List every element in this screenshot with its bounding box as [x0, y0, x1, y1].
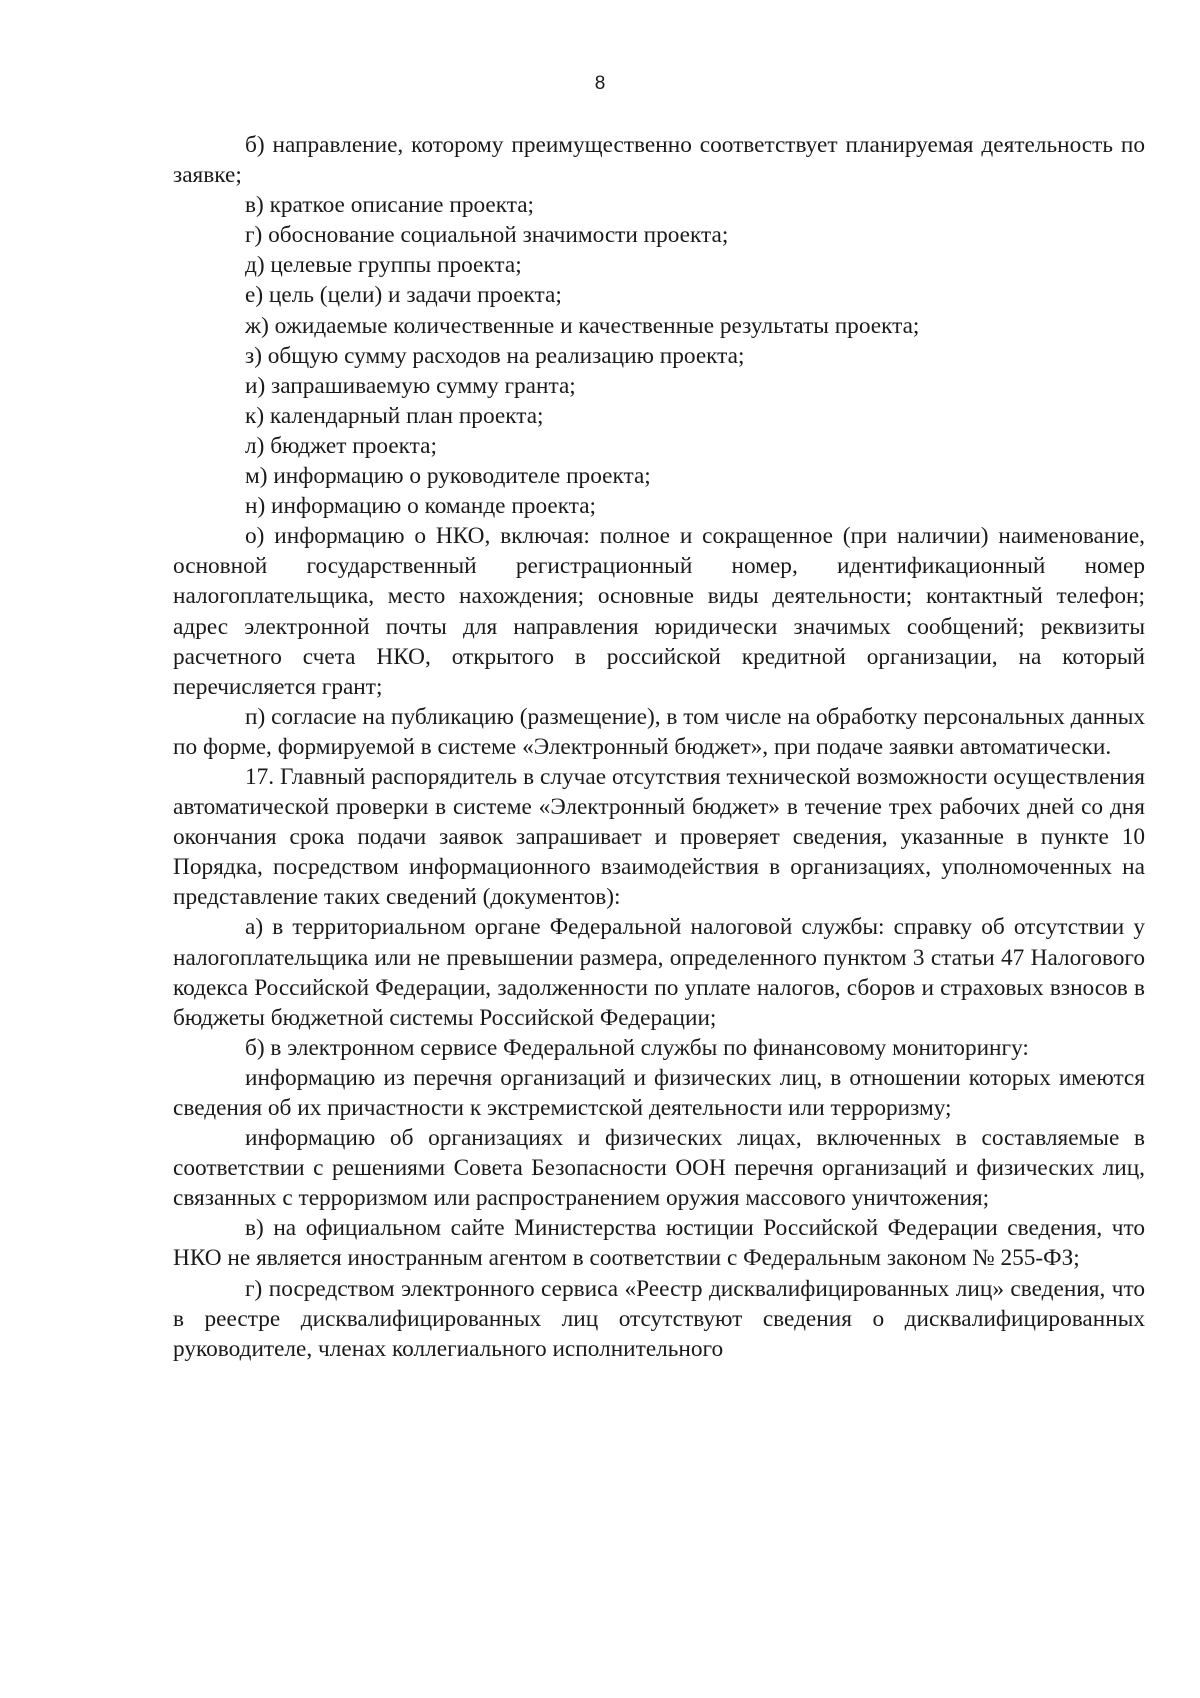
paragraph-17-b-un-lists: информацию об организациях и физических лицах, включенных в составляемые в соответствии с решениями Совета Безопасности ООН перечня организаций и физических лиц, связанных с терроризмом или распространением оружия массового уничтожения;: [173, 1125, 1145, 1212]
paragraph-17-b-extremism: информацию из перечня организаций и физических лиц, в отношении которых имеются сведения об их причастности к экстремистской деятельности или терроризму;: [173, 1064, 1145, 1121]
paragraph-item-z: з) общую сумму расходов на реализацию проекта;: [245, 342, 745, 369]
paragraph-item-b: б) направление, которому преимущественно соответствует планируемая деятельность по заявке;: [173, 132, 1145, 189]
paragraph-17-item-a: а) в территориальном органе Федеральной налоговой службы: справку об отсутствии у налогоплательщика или не превышении размера, определенного пунктом 3 статьи 47 Налогового кодекса Российской Федерации, задолженности по уплате налогов, сборов и страховых взносов в бюджеты бюджетной системы Российской Федерации;: [173, 914, 1145, 1031]
paragraph-item-o: о) информацию о НКО, включая: полное и сокращенное (при наличии) наименование, основной государственный регистрационный номер, идентификационный номер налогоплательщика, место нахождения; основные виды деятельности; контактный телефон; адрес электронной почты для направления юридически значимых сообщений; реквизиты расчетного счета НКО, открытого в российской кредитной организации, на который перечисляется грант;: [173, 523, 1145, 700]
paragraph-section-17: 17. Главный распорядитель в случае отсутствия технической возможности осуществления автоматической проверки в системе «Электронный бюджет» в течение трех рабочих дней со дня окончания срока подачи заявок запрашивает и проверяет сведения, указанные в пункте 10 Порядка, посредством информационного взаимодействия в организациях, уполномоченных на представление таких сведений (документов):: [173, 763, 1145, 911]
paragraph-item-e: е) цель (цели) и задачи проекта;: [245, 282, 562, 309]
paragraph-item-n: н) информацию о команде проекта;: [245, 493, 597, 520]
paragraph-item-k: к) календарный план проекта;: [245, 402, 544, 429]
paragraph-item-zh: ж) ожидаемые количественные и качественные результаты проекта;: [245, 312, 920, 339]
paragraph-17-item-g: г) посредством электронного сервиса «Реестр дисквалифицированных лиц» сведения, что в реестре дисквалифицированных лиц отсутствуют сведения о дисквалифицированных руководителе, членах коллегиального исполнительного: [173, 1275, 1145, 1362]
paragraph-item-l: л) бюджет проекта;: [245, 432, 437, 459]
paragraph-item-i: и) запрашиваемую сумму гранта;: [245, 372, 576, 399]
document-body: [173, 130, 1145, 1364]
page-number: 8: [594, 73, 606, 94]
paragraph-item-g: г) обоснование социальной значимости проекта;: [245, 222, 729, 249]
paragraph-item-v: в) краткое описание проекта;: [245, 192, 535, 219]
paragraph-item-d: д) целевые группы проекта;: [245, 252, 522, 279]
paragraph-17-item-b: б) в электронном сервисе Федеральной службы по финансовому мониторингу:: [245, 1034, 1029, 1061]
paragraph-17-item-v: в) на официальном сайте Министерства юстиции Российской Федерации сведения, что НКО не является иностранным агентом в соответствии с Федеральным законом № 255-ФЗ;: [173, 1215, 1145, 1272]
paragraph-item-p: п) согласие на публикацию (размещение), в том числе на обработку персональных данных по форме, формируемой в системе «Электронный бюджет», при подаче заявки автоматически.: [173, 703, 1145, 760]
paragraph-item-m: м) информацию о руководителе проекта;: [245, 463, 651, 490]
